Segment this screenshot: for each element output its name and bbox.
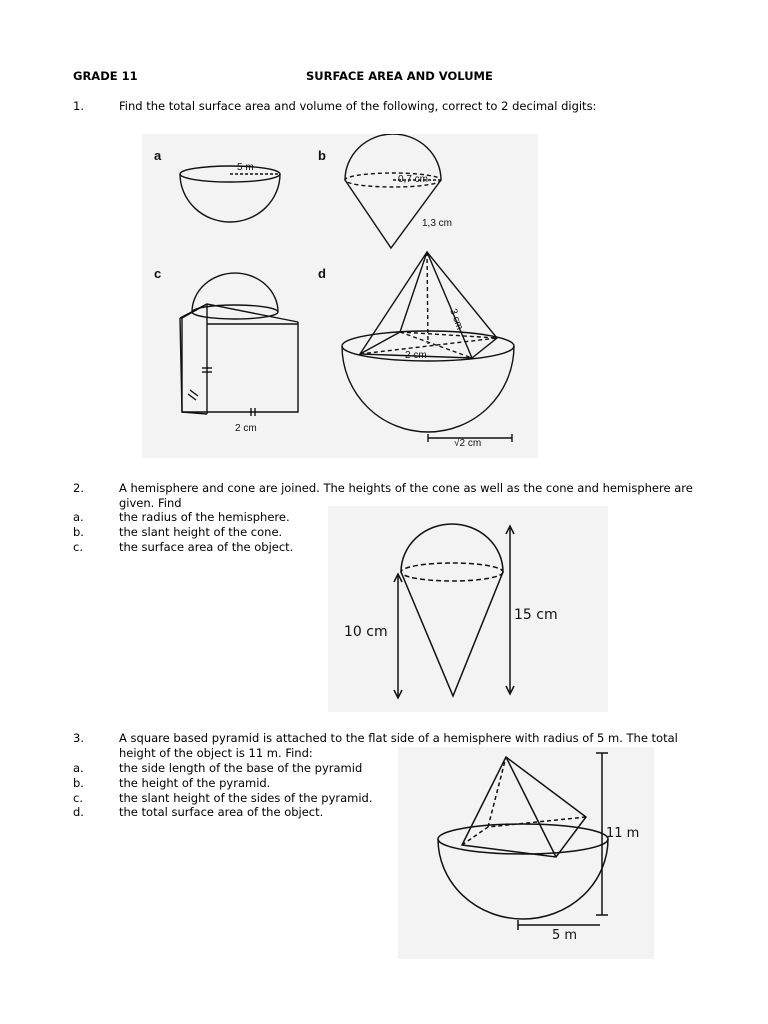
fig-d-radius: √2 cm: [454, 438, 482, 449]
page-title: SURFACE AREA AND VOLUME: [306, 69, 493, 83]
q3-radius: 5 m: [552, 928, 578, 943]
fig-b-radius: 0,7 cm: [398, 174, 429, 185]
q3-item-c: the slant height of the sides of the pyramid.: [119, 791, 373, 805]
q3-line1: A square based pyramid is attached to the flat side of a hemisphere with radius of 5 m. The total: [119, 731, 678, 745]
q3-item-a: the side length of the base of the pyramid: [119, 761, 363, 775]
q2-item-c: the surface area of the object.: [119, 540, 294, 554]
q2-number: 2.: [73, 481, 84, 495]
q2-total-height: 15 cm: [514, 607, 558, 623]
q3-item-c-letter: c.: [73, 791, 83, 805]
q1-figure: [142, 134, 538, 458]
fig-label-a: a: [154, 148, 162, 163]
fig-label-c: c: [154, 266, 162, 281]
q2-line2: given. Find: [119, 496, 182, 510]
q3-figure: [398, 747, 654, 959]
q2-figure: [328, 506, 608, 712]
q2-item-a-letter: a.: [73, 510, 84, 524]
q3-line2: height of the object is 11 m. Find:: [119, 746, 313, 760]
q3-item-d-letter: d.: [73, 805, 84, 819]
q2-item-b: the slant height of the cone.: [119, 525, 283, 539]
q3-item-b: the height of the pyramid.: [119, 776, 271, 790]
grade-label: GRADE 11: [73, 69, 138, 83]
q3-total-height: 11 m: [606, 826, 640, 841]
fig-label-d: d: [318, 266, 326, 281]
q3-item-a-letter: a.: [73, 761, 84, 775]
fig-b-slant: 1,3 cm: [422, 218, 453, 229]
q3-item-d: the total surface area of the object.: [119, 805, 324, 819]
fig-d-base: 2 cm: [405, 350, 427, 361]
q2-item-b-letter: b.: [73, 525, 84, 539]
fig-a-radius: 5 m: [237, 162, 254, 173]
fig-label-b: b: [318, 148, 326, 163]
q3-item-b-letter: b.: [73, 776, 84, 790]
q1-number: 1.: [73, 99, 84, 113]
q2-line1: A hemisphere and cone are joined. The heights of the cone as well as the cone and hemisphere are: [119, 481, 693, 495]
q3-number: 3.: [73, 731, 84, 745]
q1-text: Find the total surface area and volume of the following, correct to 2 decimal digits:: [119, 99, 597, 113]
q2-item-c-letter: c.: [73, 540, 83, 554]
q2-item-a: the radius of the hemisphere.: [119, 510, 290, 524]
fig-c-side: 2 cm: [235, 423, 257, 434]
q2-cone-height: 10 cm: [344, 624, 388, 640]
fig-d-slant: 3 cm: [447, 307, 465, 332]
